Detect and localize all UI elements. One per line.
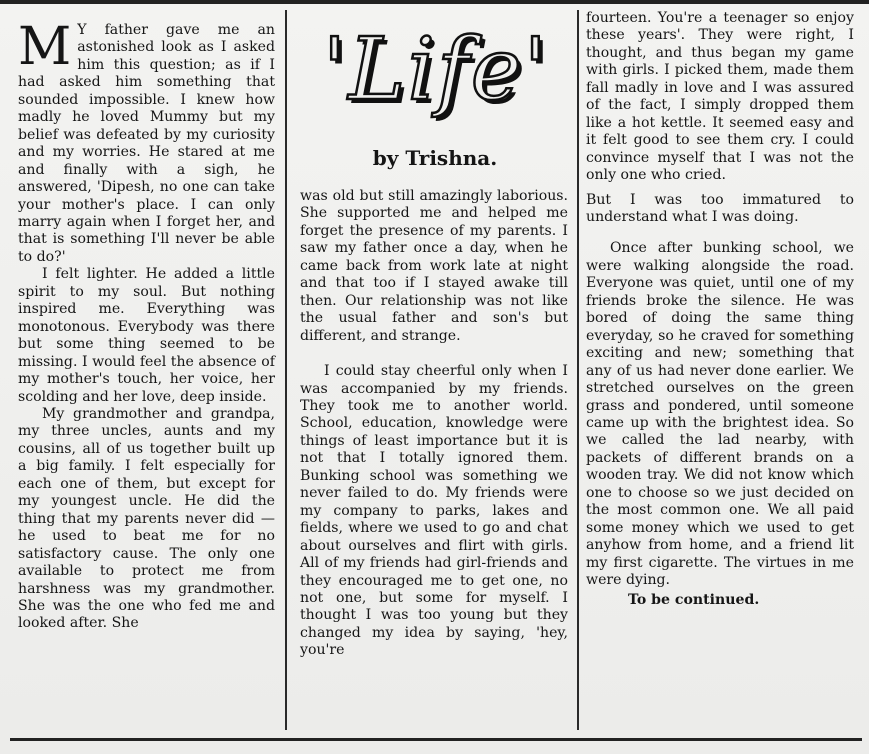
column-1 bbox=[18, 17, 275, 633]
top-rule bbox=[0, 0, 869, 4]
paragraph-5: I could stay cheerful only when I was accompanied by my friends. They took me to another world. School, education, knowledge were things of least importance but it is not that I totally ignored them. Bunking school was something we never failed to do. My friends were my company to parks, lakes and fields, where we used to go and chat about ourselves and flirt with girls. All of my friends had girl-friends and they encouraged me to get one, no not one, but some for myself. I thought I was too young but they changed my idea by saying, 'hey, you're bbox=[300, 363, 568, 659]
column-2 bbox=[300, 188, 568, 660]
bottom-rule bbox=[10, 738, 862, 741]
paragraph-6: But I was too immatured to understand what I was doing. bbox=[586, 191, 854, 225]
headline-text: 'Life' bbox=[322, 20, 550, 120]
drop-cap: M bbox=[18, 17, 72, 77]
paragraph-3: My grandmother and grandpa, my three uncles, aunts and my cousins, all of us together built up a big family. I felt especially for each one of them, but except for my youngest uncle. He did the thing that my parents never did — he used to beat me for no satisfactory cause. The only one available to protect me from harshness was my grandmother. She was the one who fed me and looked after. She bbox=[18, 405, 275, 632]
paragraph-5-continued: fourteen. You're a teenager so enjoy these years'. They were right, I thought, and thus began my game with girls. I picked them, made them fall madly in love and I was assured of the fact, I simply dropped them like a hot kettle. It seemed easy and it felt good to see them cry. I could convince myself that I was not the only one who cried. bbox=[586, 10, 854, 184]
byline: by Trishna. bbox=[372, 146, 498, 170]
paragraph-1: M Y father gave me an astonished look as I asked him this question; as if I had asked him something that sounded impossible. I knew how madly he loved Mummy but my belief was defeated by my curiosity and my worries. He stared at me and finally with a sigh, he answered, 'Dipesh, no one can take your mother's place. I can only marry again when I forget her, and that is something I'll never be able to do?' bbox=[18, 17, 275, 265]
to-be-continued: To be continued. bbox=[628, 591, 760, 608]
column-divider-2 bbox=[577, 10, 579, 730]
paragraph-7: Once after bunking school, we were walking alongside the road. Everyone was quiet, until one of my friends broke the silence. He was bored of doing the same thing everyday, so he craved for something exciting and new; something that any of us had never done earlier. We stretched ourselves on the green grass and pondered, until someone came up with the brightest idea. So we called the lad nearby, with packets of different brands on a wooden tray. We did not know which one to choose so we just decided on the most common one. We all paid some money which we used to get anyhow from home, and a friend lit my first cigarette. The virtues in me were dying. bbox=[586, 240, 854, 589]
column-3 bbox=[586, 10, 854, 609]
headline bbox=[286, 20, 586, 140]
paragraph-4-continued: was old but still amazingly laborious. She supported me and helped me forget the presence of my parents. I saw my father once a day, when he came back from work late at night and that too if I stayed awake till then. Our relationship was not like the usual father and son's but different, and strange. bbox=[300, 188, 568, 344]
paragraph-2: I felt lighter. He added a little spirit to my soul. But nothing inspired me. Everything was monotonous. Everybody was there but some thing seemed to be missing. I would feel the absence of my mother's touch, her voice, her scolding and her love, deep inside. bbox=[18, 266, 275, 405]
